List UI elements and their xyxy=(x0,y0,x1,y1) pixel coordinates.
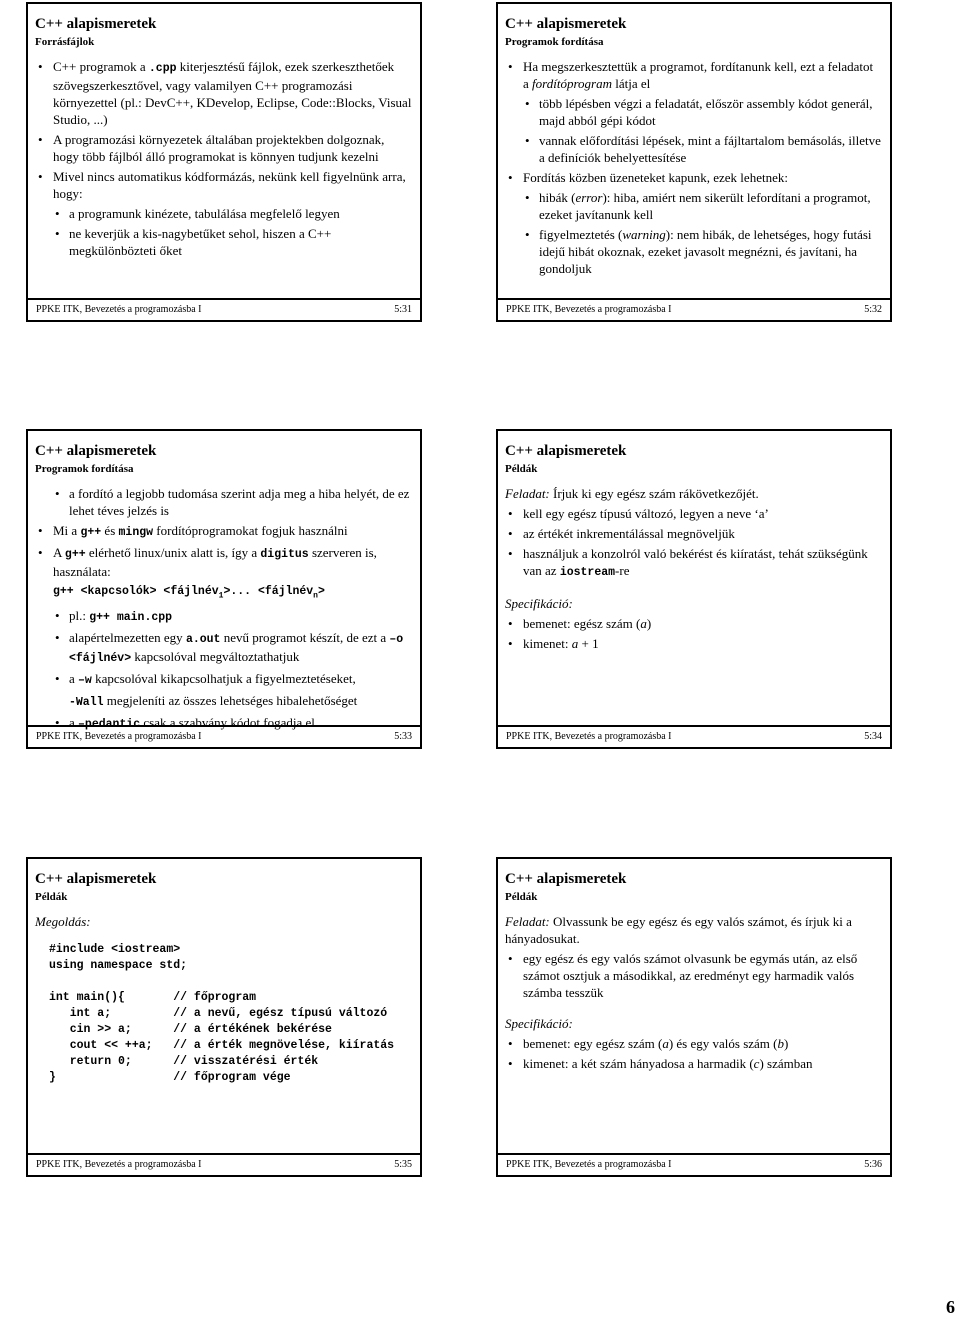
text: Írjuk ki egy egész szám rákövetkezőjét. xyxy=(549,486,759,501)
footer-text: PPKE ITK, Bevezetés a programozásba I xyxy=(36,1159,202,1170)
slide-number: 5:33 xyxy=(394,731,412,742)
sub-bullet: • vannak előfordítási lépések, mint a fájltartalom bemásolás, illetve a definíciók behelyettesítése xyxy=(505,132,882,166)
task-label: Feladat: xyxy=(505,486,550,501)
bullet xyxy=(505,545,882,581)
slide-title: C++ alapismeretek xyxy=(35,443,157,459)
task-line xyxy=(505,485,882,502)
slide-content xyxy=(35,58,412,262)
code-text: >... <fájlnév xyxy=(223,585,314,598)
slide-5-33 xyxy=(26,429,422,749)
slide-footer xyxy=(498,1153,890,1175)
page-number: 6 xyxy=(946,1297,955,1317)
footer-text: PPKE ITK, Bevezetés a programozásba I xyxy=(506,731,672,742)
slide-5-34 xyxy=(496,429,892,749)
text: megjeleníti az összes lehetséges hibalehetőséget xyxy=(103,693,358,709)
italic-text: a xyxy=(662,1036,669,1051)
italic-text: a xyxy=(571,636,579,651)
slide-number: 5:34 xyxy=(864,731,882,742)
text: ) xyxy=(646,616,652,631)
text: Mi a xyxy=(53,523,81,538)
text: -re xyxy=(615,563,630,578)
code-text: g++ xyxy=(64,548,86,561)
text: ): nem hibák, de lehetséges, hogy futási idejű hibát okoznak, ezeket javasolt megnézni, és javítani, ha gondoljuk xyxy=(539,227,872,276)
italic-text: b xyxy=(777,1036,784,1051)
text: kapcsolóval kikapcsolhatjuk a figyelmeztetéseket, xyxy=(91,671,356,687)
sub-bullet: • ne keverjük a kis-nagybetűket sehol, hiszen a C++ megkülönbözteti őket xyxy=(35,225,412,259)
sub-bullet xyxy=(35,607,412,626)
text: hibák ( xyxy=(539,190,576,205)
italic-text: fordítóprogram xyxy=(532,76,612,91)
slide-number: 5:31 xyxy=(394,304,412,315)
italic-text: c xyxy=(753,1056,760,1071)
code-text: .cpp xyxy=(148,62,177,75)
text: ) számban xyxy=(759,1056,813,1071)
bullet xyxy=(505,615,882,632)
continuation-line xyxy=(35,692,412,711)
text: kiterjesztésű fájlok, ezek szerkeszthetőek szövegszerkesztővel, vagy valamilyen C++ programozási környezettel (pl.: DevC++, KDevelop, Eclipse, Code::Blocks, Visual Studio, ...) xyxy=(53,59,412,127)
slide-title: C++ alapismeretek xyxy=(35,871,157,887)
code-text: iostream xyxy=(559,566,616,579)
code-text: mingw xyxy=(118,526,154,539)
slide-footer xyxy=(498,725,890,747)
sub-bullet xyxy=(35,629,412,667)
slide-footer xyxy=(498,298,890,320)
text: és xyxy=(101,523,119,538)
sub-bullet: • a programunk kinézete, tabulálása megfelelő legyen xyxy=(35,205,412,222)
slide-5-35 xyxy=(26,857,422,1177)
text: csak a szabvány kódot fogadja el xyxy=(140,715,315,731)
code-text: –pedantic xyxy=(78,718,141,732)
slide-content xyxy=(35,913,412,1086)
text: + 1 xyxy=(578,636,599,651)
slide-subtitle: Példák xyxy=(35,891,68,903)
slide-subtitle: Példák xyxy=(505,463,538,475)
sub-bullet xyxy=(35,670,412,689)
text: látja el xyxy=(611,76,651,91)
spec-label: Specifikáció: xyxy=(505,1016,573,1031)
code-text: –w xyxy=(78,674,92,688)
italic-text: warning xyxy=(622,227,666,242)
bullet xyxy=(505,635,882,652)
slide-footer xyxy=(28,298,420,320)
text: kimenet: xyxy=(523,636,572,651)
code-text: g++ <kapcsolók> <fájlnév xyxy=(53,585,219,598)
footer-text: PPKE ITK, Bevezetés a programozásba I xyxy=(36,731,202,742)
spec-label: Specifikáció: xyxy=(505,596,573,611)
slide-content xyxy=(505,913,882,1075)
slide-title: C++ alapismeretek xyxy=(505,443,627,459)
text: alapértelmezetten egy xyxy=(69,630,186,646)
usage-line xyxy=(35,583,412,604)
bullet xyxy=(505,1035,882,1052)
slide-content xyxy=(505,58,882,280)
slide-number: 5:36 xyxy=(864,1159,882,1170)
slide-subtitle: Forrásfájlok xyxy=(35,36,95,48)
bullet: • Mivel nincs automatikus kódformázás, nekünk kell figyelnünk arra, hogy: xyxy=(35,168,412,202)
text: ) xyxy=(784,1036,789,1051)
code-text: digitus xyxy=(260,548,309,561)
slide-subtitle: Programok fordítása xyxy=(505,36,604,48)
subscript: 1 xyxy=(218,591,224,601)
text: használjuk a konzolról való bekérést és kiíratást, tehát szükségünk van az xyxy=(523,546,868,578)
text: szerveren is, használata: xyxy=(53,545,377,579)
sub-bullet: • a fordító a legjobb tudomása szerint adja meg a hiba helyét, de ez lehet téves jelzés is xyxy=(35,485,412,519)
italic-text: error xyxy=(575,190,603,205)
text: kapcsolóval megváltoztathatjuk xyxy=(131,649,300,665)
code-text: –o <fájlnév> xyxy=(69,633,404,666)
footer-text: PPKE ITK, Bevezetés a programozásba I xyxy=(506,304,672,315)
bullet xyxy=(35,544,412,580)
slide-title: C++ alapismeretek xyxy=(35,16,157,32)
text: A xyxy=(53,545,65,560)
text: elérhető linux/unix alatt is, így a xyxy=(85,545,261,560)
bullet: • Fordítás közben üzeneteket kapunk, ezek lehetnek: xyxy=(505,169,882,186)
bullet: • egy egész és egy valós számot olvasunk be egymás után, az első számot osztjuk a másodikkal, az eredményt egy harmadik valós számba tesszük xyxy=(505,950,882,1001)
task-line xyxy=(505,913,882,947)
text: C++ programok a xyxy=(53,59,149,74)
footer-text: PPKE ITK, Bevezetés a programozásba I xyxy=(36,304,202,315)
text: ) és egy valós szám ( xyxy=(668,1036,778,1051)
bullet xyxy=(505,1055,882,1072)
code-block: #include <iostream> using namespace std; int main(){ // főprogram int a; // a nevű, egész típusú változó cin >> a; // a értékének bekérése cout << ++a; // a érték megnövelése, kiíratás return 0; // visszatérési érték } // főprogram vége xyxy=(49,943,395,1084)
bullet xyxy=(35,58,412,128)
footer-text: PPKE ITK, Bevezetés a programozásba I xyxy=(506,1159,672,1170)
slide-number: 5:32 xyxy=(864,304,882,315)
slide-subtitle: Példák xyxy=(505,891,538,903)
text: a xyxy=(69,715,79,731)
text: Olvassunk be egy egész és egy valós számot, és írjuk ki a hányadosukat. xyxy=(505,914,852,946)
slide-footer xyxy=(28,1153,420,1175)
slide-footer xyxy=(28,725,420,747)
slide-5-31 xyxy=(26,2,422,322)
slide-title: C++ alapismeretek xyxy=(505,16,627,32)
slide-content xyxy=(505,485,882,655)
slide-5-32 xyxy=(496,2,892,322)
task-label: Feladat: xyxy=(505,914,550,929)
text: bemenet: egy egész szám ( xyxy=(523,1036,663,1051)
subscript: n xyxy=(313,591,318,601)
bullet xyxy=(505,58,882,92)
italic-text: a xyxy=(640,616,647,631)
bullet: • A programozási környezetek általában projektekben dolgoznak, hogy több fájlból álló programokat is könnyen tudjunk kezelni xyxy=(35,131,412,165)
text: nevű programot készít, de ezt a xyxy=(220,630,390,646)
code-text: > xyxy=(317,585,325,598)
slide-5-36 xyxy=(496,857,892,1177)
slide-number: 5:35 xyxy=(394,1159,412,1170)
text: ): hiba, amiért nem sikerült lefordítani a programot, ezeket javítanunk kell xyxy=(539,190,871,222)
text: bemenet: egész szám ( xyxy=(523,616,641,631)
slide-title: C++ alapismeretek xyxy=(505,871,627,887)
sub-bullet xyxy=(505,189,882,223)
bullet xyxy=(35,522,412,541)
text: pl.: xyxy=(69,608,90,624)
sub-bullet: • több lépésben végzi a feladatát, először assembly kódot generál, majd abból gépi kódot xyxy=(505,95,882,129)
code-text: g++ main.cpp xyxy=(89,611,173,625)
text: figyelmeztetés ( xyxy=(539,227,623,242)
text: fordítóprogramokat fogjuk használni xyxy=(153,523,348,538)
text: kimenet: a két szám hányadosa a harmadik ( xyxy=(523,1056,754,1071)
text: a xyxy=(69,671,79,687)
slide-subtitle: Programok fordítása xyxy=(35,463,134,475)
slide-content xyxy=(35,485,412,736)
bullet: • az értékét inkrementálással megnöveljük xyxy=(505,525,882,542)
text: Ha megszerkesztettük a programot, fordítanunk kell, ezt a feladatot a xyxy=(523,59,874,91)
code-text: g++ xyxy=(80,526,102,539)
sub-bullet xyxy=(505,226,882,277)
solution-label: Megoldás: xyxy=(35,914,91,929)
code-text: -Wall xyxy=(69,696,104,710)
code-text: a.out xyxy=(185,633,221,647)
bullet: • kell egy egész típusú változó, legyen a neve ‘a’ xyxy=(505,505,882,522)
